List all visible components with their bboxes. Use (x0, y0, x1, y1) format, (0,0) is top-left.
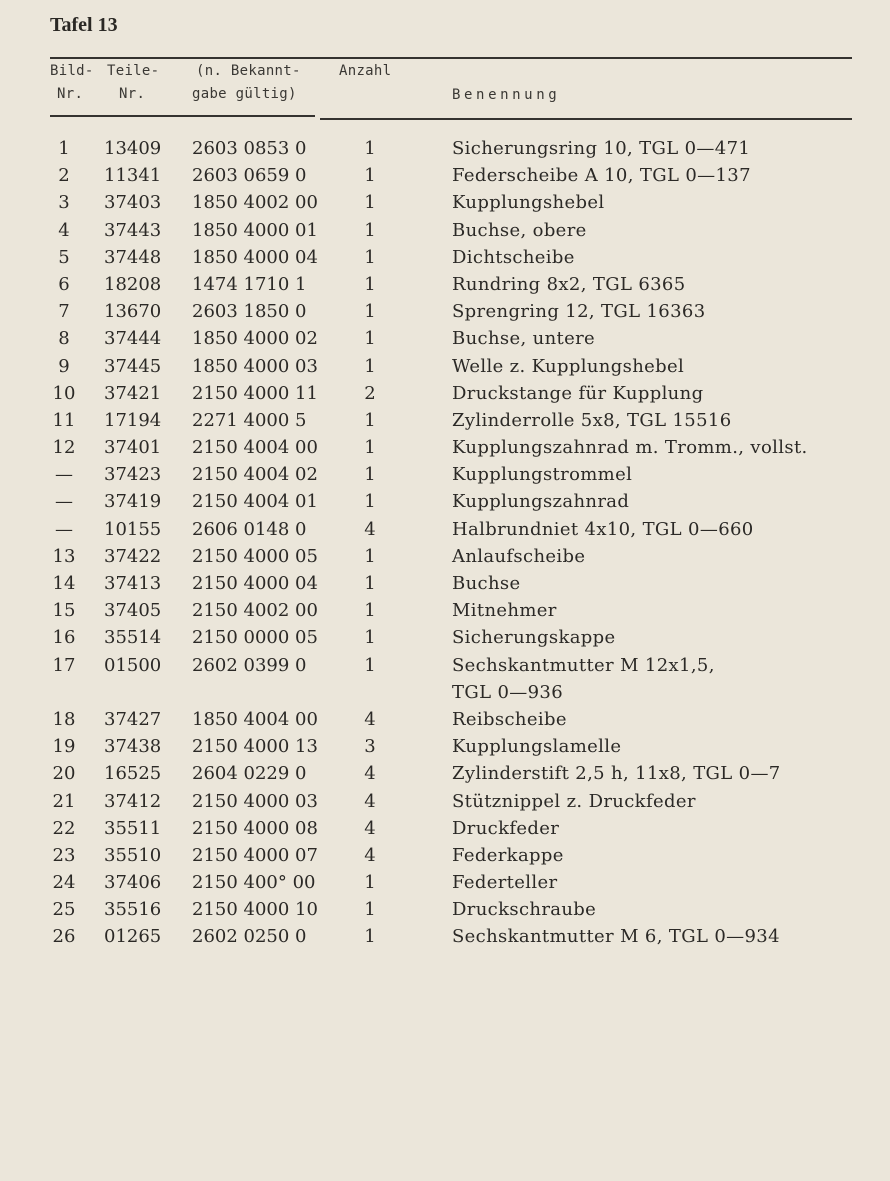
bekanntgabe-nr-cell: 2150 4000 10 (192, 899, 318, 921)
bekanntgabe-nr-cell: 2606 0148 0 (192, 518, 307, 540)
benennung-cell: Zylinderrolle 5x8, TGL 15516 (452, 409, 732, 431)
anzahl-cell: 4 (364, 763, 376, 785)
anzahl-cell: 1 (364, 627, 376, 649)
teile-nr-cell: 01500 (104, 654, 162, 676)
table-row (0, 597, 890, 624)
anzahl-cell: 1 (364, 138, 376, 159)
teile-nr-cell: 37438 (104, 736, 162, 758)
table-row (0, 896, 890, 923)
table-row (0, 325, 890, 352)
table-row (0, 624, 890, 651)
anzahl-cell: 1 (364, 219, 376, 241)
teile-nr-cell: 17194 (104, 409, 162, 431)
table-row (0, 488, 890, 515)
benennung-cell: Anlaufscheibe (452, 545, 586, 567)
benennung-cell: Kupplungszahnrad m. Tromm., vollst. (452, 437, 808, 459)
table-row (0, 923, 890, 950)
bild-nr-cell: 6 (58, 273, 70, 295)
header-teile-line2: Nr. (119, 86, 146, 102)
page-title: Tafel 13 (50, 14, 118, 36)
benennung-cell: Kupplungshebel (452, 192, 605, 214)
bekanntgabe-nr-cell: 2602 0250 0 (192, 926, 307, 948)
anzahl-cell: 4 (364, 790, 376, 812)
table-row (0, 189, 890, 216)
benennung-cell: Rundring 8x2, TGL 6365 (452, 273, 686, 295)
header-top-rule (50, 57, 852, 59)
bekanntgabe-nr-cell: 2150 400° 00 (192, 872, 316, 894)
header-bottom-rule-left (50, 115, 315, 117)
teile-nr-cell: 01265 (104, 926, 162, 948)
table-row (0, 434, 890, 461)
bekanntgabe-nr-cell: 2150 4002 00 (192, 600, 318, 622)
benennung-cell: Dichtscheibe (452, 246, 575, 268)
bild-nr-cell: 20 (52, 763, 76, 785)
table-row (0, 842, 890, 869)
teile-nr-cell: 37427 (104, 708, 162, 730)
benennung-cell: Druckschraube (452, 899, 597, 921)
table-row (0, 869, 890, 896)
table-row (0, 760, 890, 787)
benennung-cell: Zylinderstift 2,5 h, 11x8, TGL 0—7 (452, 763, 781, 785)
bild-nr-cell: 10 (52, 382, 76, 404)
bild-nr-cell: — (55, 491, 73, 513)
benennung-cell: Sicherungskappe (452, 627, 616, 649)
teile-nr-cell: 37405 (104, 600, 162, 622)
table-row (0, 788, 890, 815)
bekanntgabe-nr-cell: 2150 4000 11 (192, 382, 318, 404)
teile-nr-cell: 11341 (104, 165, 162, 187)
anzahl-cell: 1 (364, 355, 376, 377)
anzahl-cell: 1 (364, 165, 376, 187)
anzahl-cell: 1 (364, 654, 376, 676)
bekanntgabe-nr-cell: 1850 4000 01 (192, 219, 318, 241)
teile-nr-cell: 37403 (104, 192, 162, 214)
header-bottom-rule-right (320, 118, 852, 120)
bekanntgabe-nr-cell: 1850 4000 04 (192, 246, 318, 268)
table-row (0, 353, 890, 380)
anzahl-cell: 1 (364, 437, 376, 459)
anzahl-cell: 1 (364, 899, 376, 921)
benennung-cell: Kupplungszahnrad (452, 491, 630, 513)
header-bekanntgabe-line1: (n. Bekannt- (196, 63, 301, 79)
teile-nr-cell: 18208 (104, 273, 162, 295)
anzahl-cell: 3 (364, 736, 376, 758)
table-row (0, 679, 890, 706)
benennung-cell: Buchse, obere (452, 219, 587, 241)
teile-nr-cell: 37422 (104, 545, 162, 567)
bekanntgabe-nr-cell: 2150 4000 07 (192, 844, 318, 866)
parts-table-body (0, 135, 890, 951)
table-row (0, 733, 890, 760)
teile-nr-cell: 35511 (104, 817, 162, 839)
benennung-cell: Sechskantmutter M 6, TGL 0—934 (452, 926, 780, 948)
anzahl-cell: 1 (364, 926, 376, 948)
table-row (0, 706, 890, 733)
anzahl-cell: 1 (364, 872, 376, 894)
benennung-cell: Federteller (452, 872, 558, 894)
bekanntgabe-nr-cell: 2150 4004 01 (192, 491, 318, 513)
bekanntgabe-nr-cell: 2150 4000 13 (192, 736, 318, 758)
bekanntgabe-nr-cell: 2150 4000 08 (192, 817, 318, 839)
bild-nr-cell: 16 (52, 627, 76, 649)
bild-nr-cell: 26 (52, 926, 76, 948)
table-row (0, 815, 890, 842)
table-row (0, 217, 890, 244)
table-row (0, 135, 890, 162)
anzahl-cell: 1 (364, 491, 376, 513)
bild-nr-cell: 7 (58, 301, 70, 323)
teile-nr-cell: 16525 (104, 763, 162, 785)
teile-nr-cell: 37421 (104, 382, 162, 404)
teile-nr-cell: 37419 (104, 491, 162, 513)
benennung-cell: Halbrundniet 4x10, TGL 0—660 (452, 518, 754, 540)
anzahl-cell: 1 (364, 328, 376, 350)
anzahl-cell: 1 (364, 573, 376, 594)
teile-nr-cell: 37401 (104, 437, 162, 459)
benennung-cell: Druckstange für Kupplung (452, 382, 704, 404)
bild-nr-cell: 24 (52, 872, 76, 894)
teile-nr-cell: 35510 (104, 844, 162, 866)
teile-nr-cell: 10155 (104, 518, 162, 540)
teile-nr-cell: 37413 (104, 573, 162, 594)
table-row (0, 380, 890, 407)
anzahl-cell: 4 (364, 708, 376, 730)
bekanntgabe-nr-cell: 1850 4000 02 (192, 328, 318, 350)
bekanntgabe-nr-cell: 2602 0399 0 (192, 654, 307, 676)
teile-nr-cell: 37444 (104, 328, 162, 350)
bild-nr-cell: 15 (52, 600, 76, 622)
benennung-cell: Stütznippel z. Druckfeder (452, 790, 696, 812)
bild-nr-cell: — (55, 464, 73, 486)
bild-nr-cell: 18 (52, 708, 76, 730)
bekanntgabe-nr-cell: 2150 4004 00 (192, 437, 318, 459)
benennung-cell: Kupplungslamelle (452, 736, 622, 758)
teile-nr-cell: 13670 (104, 301, 162, 323)
bild-nr-cell: 12 (52, 437, 76, 459)
bekanntgabe-nr-cell: 2150 4000 05 (192, 545, 318, 567)
benennung-cell: Sprengring 12, TGL 16363 (452, 301, 706, 323)
bild-nr-cell: 17 (52, 654, 76, 676)
bekanntgabe-nr-cell: 2603 0659 0 (192, 165, 307, 187)
benennung-cell: Federkappe (452, 844, 564, 866)
anzahl-cell: 1 (364, 301, 376, 323)
table-row (0, 407, 890, 434)
bild-nr-cell: 23 (52, 844, 76, 866)
table-row (0, 570, 890, 597)
benennung-cell: Druckfeder (452, 817, 560, 839)
bekanntgabe-nr-cell: 2150 4000 04 (192, 573, 318, 594)
bekanntgabe-nr-cell: 2271 4000 5 (192, 409, 307, 431)
anzahl-cell: 2 (364, 382, 376, 404)
benennung-cell: Welle z. Kupplungshebel (452, 355, 685, 377)
teile-nr-cell: 13409 (104, 138, 162, 159)
table-row (0, 271, 890, 298)
bild-nr-cell: 5 (58, 246, 70, 268)
teile-nr-cell: 37443 (104, 219, 162, 241)
teile-nr-cell: 37412 (104, 790, 162, 812)
bild-nr-cell: 9 (58, 355, 70, 377)
benennung-cell: Mitnehmer (452, 600, 557, 622)
table-row (0, 461, 890, 488)
anzahl-cell: 4 (364, 817, 376, 839)
anzahl-cell: 1 (364, 464, 376, 486)
bekanntgabe-nr-cell: 2150 4000 03 (192, 790, 318, 812)
header-bekanntgabe-line2: gabe gültig) (192, 86, 297, 102)
bekanntgabe-nr-cell: 1850 4000 03 (192, 355, 318, 377)
benennung-cell: TGL 0—936 (452, 681, 564, 703)
benennung-cell: Buchse, untere (452, 328, 596, 350)
table-row (0, 162, 890, 189)
anzahl-cell: 1 (364, 246, 376, 268)
table-row (0, 298, 890, 325)
benennung-cell: Buchse (452, 573, 521, 594)
table-row (0, 244, 890, 271)
anzahl-cell: 4 (364, 518, 376, 540)
benennung-cell: Reibscheibe (452, 708, 567, 730)
teile-nr-cell: 37445 (104, 355, 162, 377)
teile-nr-cell: 37423 (104, 464, 162, 486)
benennung-cell: Sechskantmutter M 12x1,5, (452, 654, 715, 676)
bild-nr-cell: 1 (58, 138, 70, 159)
benennung-cell: Kupplungstrommel (452, 464, 633, 486)
teile-nr-cell: 35514 (104, 627, 162, 649)
bild-nr-cell: — (55, 518, 73, 540)
header-anzahl: Anzahl (339, 63, 392, 79)
anzahl-cell: 1 (364, 192, 376, 214)
anzahl-cell: 4 (364, 844, 376, 866)
bild-nr-cell: 19 (52, 736, 76, 758)
bekanntgabe-nr-cell: 1474 1710 1 (192, 273, 307, 295)
table-row (0, 516, 890, 543)
bild-nr-cell: 22 (52, 817, 76, 839)
header-teile-line1: Teile- (107, 63, 160, 79)
header-bild-line2: Nr. (57, 86, 84, 102)
bekanntgabe-nr-cell: 2603 0853 0 (192, 138, 307, 159)
bild-nr-cell: 25 (52, 899, 76, 921)
bild-nr-cell: 21 (52, 790, 76, 812)
table-row (0, 652, 890, 679)
anzahl-cell: 1 (364, 273, 376, 295)
benennung-cell: Sicherungsring 10, TGL 0—471 (452, 138, 751, 159)
bild-nr-cell: 14 (52, 573, 76, 594)
bild-nr-cell: 2 (58, 165, 70, 187)
bekanntgabe-nr-cell: 1850 4002 00 (192, 192, 318, 214)
bekanntgabe-nr-cell: 2603 1850 0 (192, 301, 307, 323)
header-bild-line1: Bild- (50, 63, 94, 79)
table-row (0, 543, 890, 570)
anzahl-cell: 1 (364, 545, 376, 567)
bekanntgabe-nr-cell: 2604 0229 0 (192, 763, 307, 785)
anzahl-cell: 1 (364, 600, 376, 622)
teile-nr-cell: 37406 (104, 872, 162, 894)
teile-nr-cell: 37448 (104, 246, 162, 268)
bekanntgabe-nr-cell: 2150 4004 02 (192, 464, 318, 486)
bild-nr-cell: 4 (58, 219, 70, 241)
anzahl-cell: 1 (364, 409, 376, 431)
bild-nr-cell: 11 (52, 409, 76, 431)
benennung-cell: Federscheibe A 10, TGL 0—137 (452, 165, 751, 187)
bekanntgabe-nr-cell: 2150 0000 05 (192, 627, 318, 649)
bild-nr-cell: 3 (58, 192, 70, 214)
bild-nr-cell: 13 (52, 545, 76, 567)
bekanntgabe-nr-cell: 1850 4004 00 (192, 708, 318, 730)
bild-nr-cell: 8 (58, 328, 70, 350)
header-benennung: Benennung (452, 87, 561, 103)
teile-nr-cell: 35516 (104, 899, 162, 921)
